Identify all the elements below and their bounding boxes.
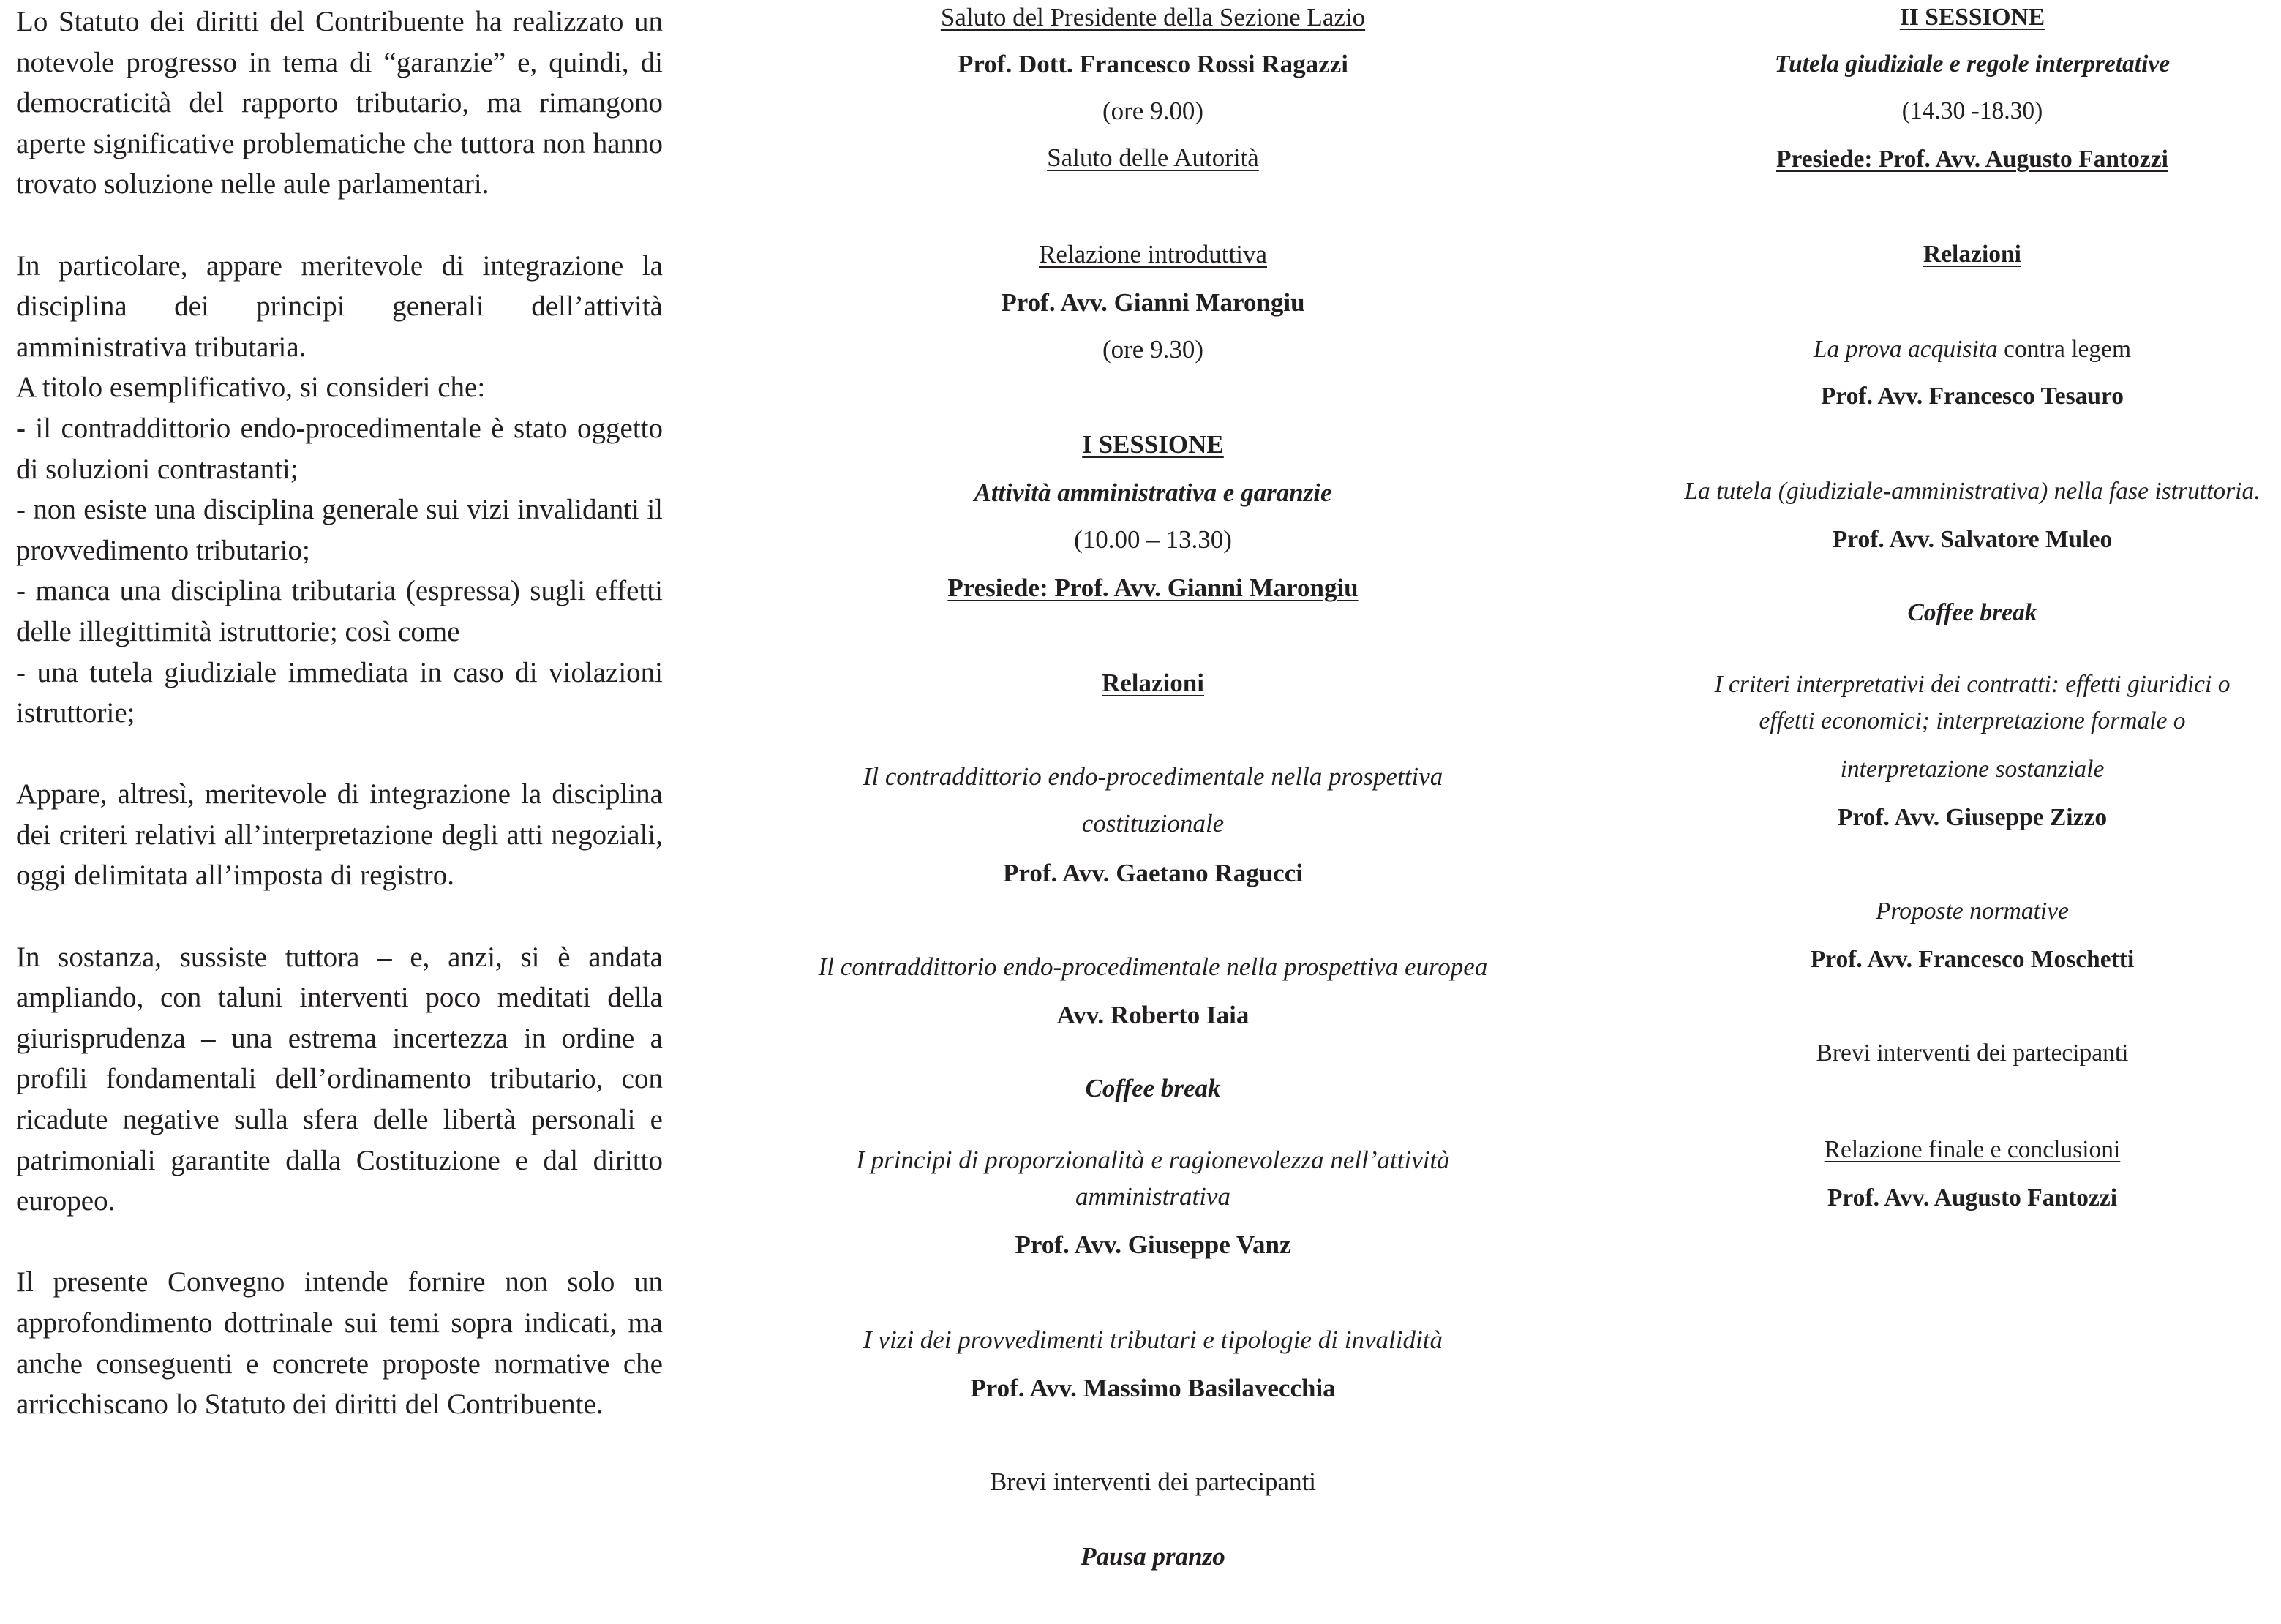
programme-line-text: Prof. Avv. Francesco Moschetti [1810, 946, 2135, 973]
programme-line [775, 1181, 1530, 1213]
programme-line [1653, 95, 2281, 127]
programme-line-text: Prof. Avv. Gianni Marongiu [1001, 288, 1305, 317]
programme-line-text: Relazione introduttiva [1039, 240, 1267, 268]
programme-line [1653, 1, 2281, 34]
programme-line [775, 1144, 1530, 1176]
programme-line [775, 142, 1530, 174]
programme-line-text: Presiede: Prof. Avv. Gianni Marongiu [947, 574, 1359, 602]
programme-line-text: Brevi interventi dei partecipanti [989, 1467, 1317, 1496]
programme-line-text: I criteri interpretativi dei contratti: effetti giuridici o [1714, 671, 2231, 698]
programme-line-text: I SESSIONE [1082, 430, 1224, 459]
programme-line [1653, 705, 2281, 737]
programme-line-text: Coffee break [1085, 1074, 1221, 1102]
intro-paragraph: In particolare, appare meritevole di integrazione la disciplina dei principi generali dell’attività amministrativa tributaria. [16, 249, 663, 363]
programme-line [775, 429, 1530, 461]
programme-line-text: Relazione finale e conclusioni [1824, 1136, 2121, 1163]
programme-line-text: Coffee break [1907, 599, 2037, 626]
intro-text-column [16, 1, 663, 1425]
programme-line-text: II SESSIONE [1899, 4, 2045, 31]
programme-line-text: La tutela (giudiziale-amministrativa) nella fase istruttoria. [1684, 478, 2261, 505]
programme-line-text: amministrativa [1075, 1182, 1230, 1211]
programme-line-text: effetti economici; interpretazione formale o [1759, 707, 2186, 734]
programme-line [1653, 895, 2281, 928]
programme-line [1653, 669, 2281, 701]
programme-line [1653, 475, 2281, 508]
programme-line [775, 572, 1530, 604]
programme-line-text: Prof. Avv. Gaetano Ragucci [1003, 859, 1303, 887]
programme-line-text: (ore 9.00) [1102, 97, 1203, 125]
programme-line-text: (ore 9.30) [1102, 335, 1203, 364]
programme-line [775, 761, 1530, 793]
programme-line-text: costituzionale [1081, 809, 1225, 838]
programme-line [775, 287, 1530, 319]
programme-line-text: (10.00 – 13.30) [1074, 525, 1232, 554]
programme-line [1653, 380, 2281, 413]
programme-line [775, 808, 1530, 840]
programme-line-text: Il contraddittorio endo-procedimentale nella prospettiva [863, 762, 1443, 791]
intro-paragraph: - manca una disciplina tributaria (espressa) sugli effetti delle illegittimità istruttorie; così come [16, 575, 663, 647]
programme-line-text: Relazioni [1102, 669, 1204, 697]
intro-paragraph: A titolo esemplificativo, si consideri che: [16, 372, 486, 404]
intro-paragraph: - una tutela giudiziale immediata in caso di violazioni istruttorie; [16, 656, 663, 729]
programme-line-text: Attività amministrativa e garanzie [974, 478, 1332, 507]
programme-line [1653, 1037, 2281, 1069]
programme-line-text: Prof. Avv. Augusto Fantozzi [1827, 1184, 2118, 1211]
programme-line-text: Relazioni [1923, 241, 2021, 268]
programme-line-text: Prof. Avv. Giuseppe Vanz [1015, 1230, 1291, 1259]
programme-line-text: (14.30 -18.30) [1901, 97, 2043, 124]
programme-line-text: Prof. Avv. Massimo Basilavecchia [970, 1374, 1336, 1402]
programme-line-text: Il contraddittorio endo-procedimentale nella prospettiva europea [818, 952, 1488, 981]
programme-line-text: Tutela giudiziale e regole interpretative [1774, 50, 2171, 78]
programme-line-suffix: contra legem [1997, 336, 2132, 363]
programme-line [775, 1229, 1530, 1261]
programme-line-text: Saluto delle Autorità [1047, 143, 1259, 172]
programme-line-text: Avv. Roberto Iaia [1056, 1001, 1250, 1029]
programme-line [1653, 1134, 2281, 1166]
programme-line [1653, 238, 2281, 271]
programme-line [1653, 597, 2281, 629]
intro-paragraph: - il contraddittorio endo-procedimentale è stato oggetto di soluzioni contrastanti; [16, 412, 663, 485]
programme-line [775, 334, 1530, 366]
programme-line-text: Presiede: Prof. Avv. Augusto Fantozzi [1776, 146, 2168, 173]
intro-paragraph: Il presente Convegno intende fornire non solo un approfondimento dottrinale sui temi sopra indicati, ma anche conseguenti e concrete proposte normative che arricchiscano lo Statuto dei diritti del Contribuente. [16, 1266, 663, 1421]
programme-line [775, 1324, 1530, 1356]
programme-line-text: Pausa pranzo [1081, 1542, 1225, 1571]
programme-line [775, 1, 1530, 34]
programme-line [775, 524, 1530, 556]
programme-line-text: La prova acquisita [1813, 336, 1998, 363]
intro-paragraph: - non esiste una disciplina generale sui vizi invalidanti il provvedimento tributario; [16, 494, 663, 566]
programme-line [775, 1072, 1530, 1105]
programme-line-text: I vizi dei provvedimenti tributari e tipologie di invalidità [863, 1326, 1443, 1354]
programme-line [1653, 802, 2281, 834]
programme-line-text: Prof. Avv. Francesco Tesauro [1820, 383, 2124, 410]
programme-line-text: Prof. Avv. Giuseppe Zizzo [1837, 804, 2108, 831]
programme-line [775, 951, 1530, 983]
programme-line-text: Prof. Dott. Francesco Rossi Ragazzi [958, 50, 1348, 78]
programme-line-text: interpretazione sostanziale [1840, 756, 2105, 783]
programme-line [1653, 1182, 2281, 1214]
programme-line [775, 1372, 1530, 1405]
programme-line-text: Brevi interventi dei partecipanti [1816, 1040, 2129, 1067]
programme-line [775, 95, 1530, 127]
programme-line-text: Prof. Avv. Salvatore Muleo [1832, 526, 2113, 553]
programme-line [775, 1541, 1530, 1573]
intro-paragraph: Lo Statuto dei diritti del Contribuente ha realizzato un notevole progresso in tema di “garanzie” e, quindi, di democraticità del rapporto tributario, ma rimangono aperte significative problematiche che tuttora non hanno trovato soluzione nelle aule parlamentari. [16, 6, 663, 200]
programme-line [1653, 524, 2281, 556]
programme-line [775, 667, 1530, 699]
programme-line [775, 857, 1530, 890]
intro-paragraph: Appare, altresì, meritevole di integrazione la disciplina dei criteri relativi all’interpretazione degli atti negoziali, oggi delimitata all’imposta di registro. [16, 778, 663, 892]
intro-paragraph: In sostanza, sussiste tuttora – e, anzi, si è andata ampliando, con taluni interventi poco meditati della giurisprudenza – una estrema incertezza in ordine a profili fondamentali dell’ordinamento tributario, con ricadute negative sulla sfera delle libertà personali e patrimoniali garantite dalla Costituzione e dal diritto europeo. [16, 941, 663, 1217]
programme-line-text: I principi di proporzionalità e ragionevolezza nell’attività [856, 1146, 1450, 1174]
programme-line [775, 477, 1530, 509]
programme-line [775, 238, 1530, 271]
programme-line [1653, 48, 2281, 80]
programme-line [775, 999, 1530, 1031]
programme-line [1653, 334, 2281, 366]
programme-line [1653, 143, 2281, 176]
programme-line [1653, 944, 2281, 976]
programme-line-text: Saluto del Presidente della Sezione Lazio [940, 3, 1366, 31]
programme-line [775, 48, 1530, 80]
programme-line [775, 1466, 1530, 1498]
programme-line [1653, 753, 2281, 786]
programme-line-text: Proposte normative [1876, 898, 2069, 925]
